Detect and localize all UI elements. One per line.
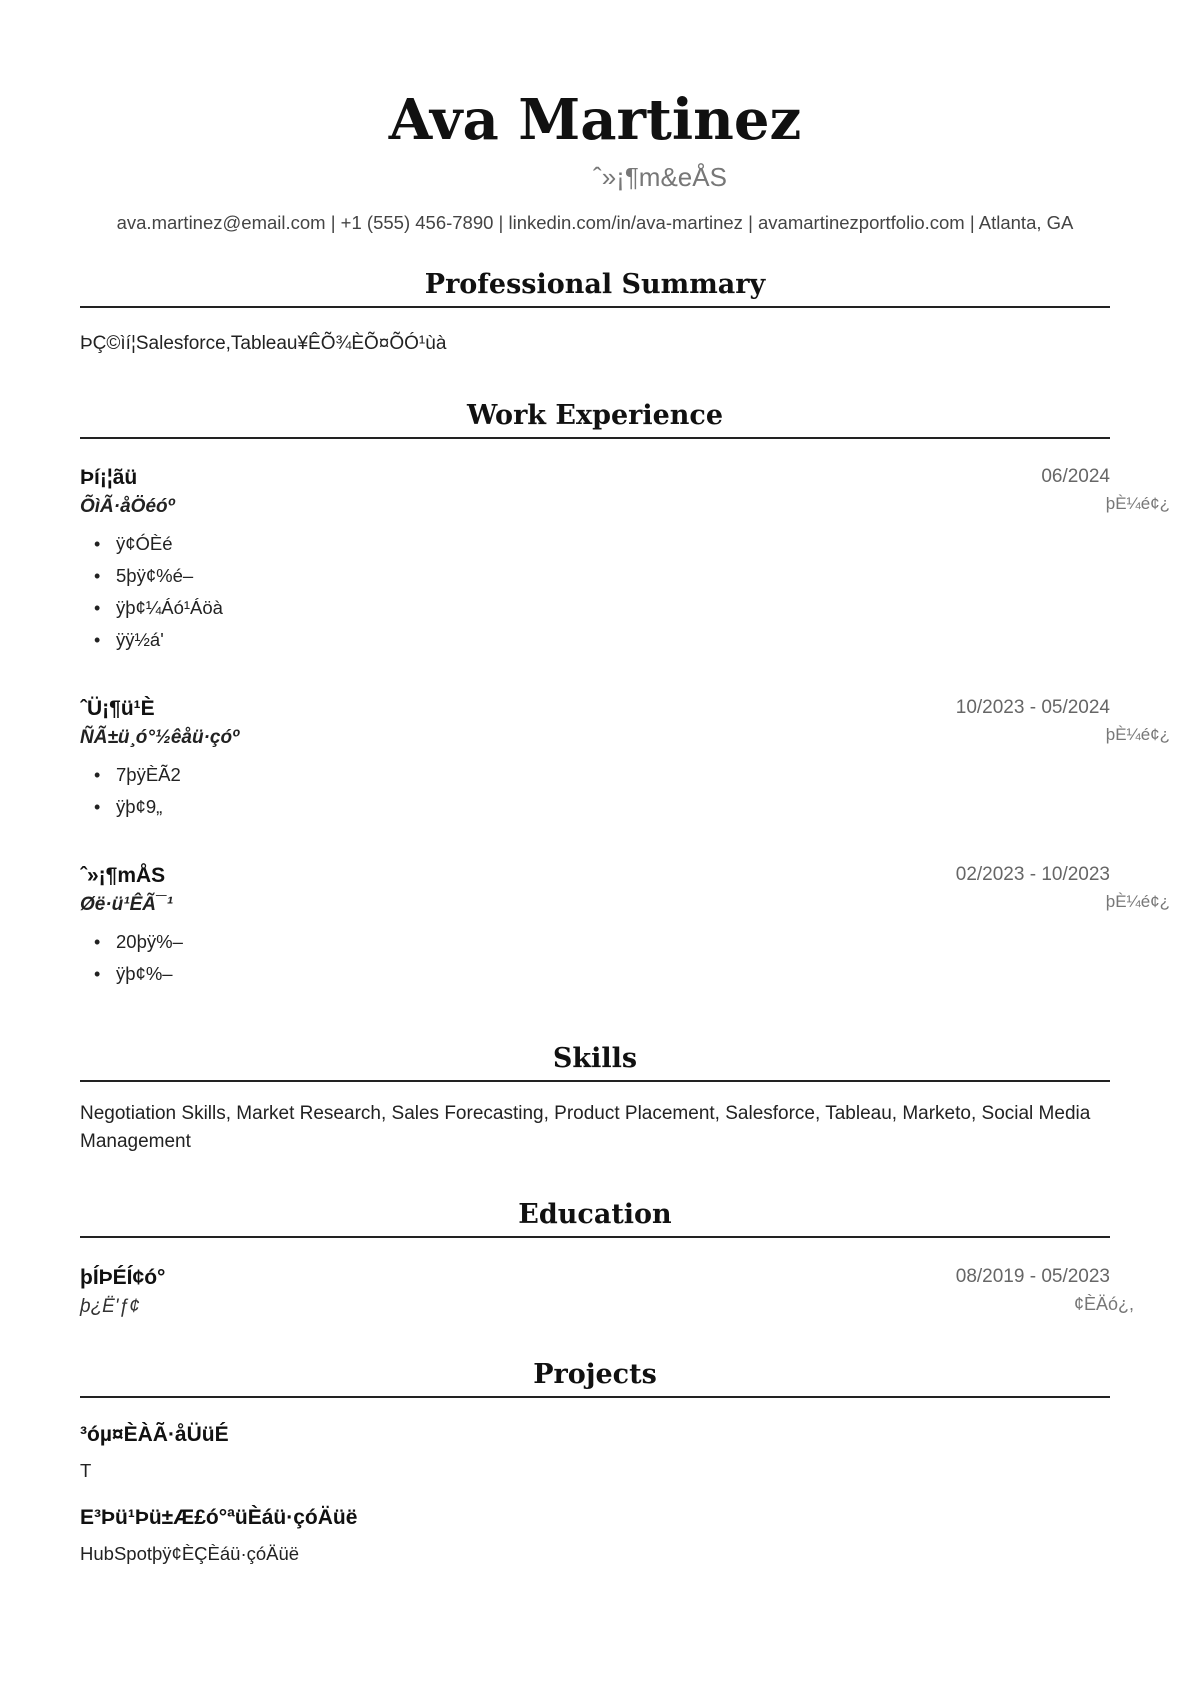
- summary-section: [80, 266, 1110, 308]
- degree-title: þÍÞÉÍ¢ó°: [80, 1266, 166, 1289]
- school-location: ¢ÈÄó¿,: [1073, 1294, 1134, 1314]
- section-divider: [80, 1080, 1110, 1082]
- skills-section: [80, 1040, 1110, 1082]
- experience-entry: [80, 862, 1170, 990]
- section-divider: [80, 1396, 1110, 1398]
- contact-line: ava.martinez@email.com | +1 (555) 456-7890 | linkedin.com/in/ava-martinez | avamartinezportfolio.com | Atlanta, GA: [116, 212, 1074, 233]
- bullet-icon: •: [94, 534, 101, 554]
- candidate-tagline: ˆ»¡¶m&eÅS: [593, 162, 727, 192]
- job-location: þÈ¼é¢¿: [1105, 892, 1170, 911]
- bullet-text: ÿþ¢¼Áó¹Áöà: [116, 597, 223, 618]
- skills-text: Negotiation Skills, Market Research, Sales Forecasting, Product Placement, Salesforce, Tableau, Marketo, Social Media Management: [80, 1103, 1091, 1152]
- project-title: ³óµ¤ÈÀÃ·åÜüÉ: [80, 1423, 229, 1446]
- bullet-text: ÿþ¢%–: [116, 963, 173, 984]
- experience-section: [80, 397, 1110, 439]
- projects-section: [80, 1356, 1110, 1398]
- experience-heading: Work Experience: [466, 400, 724, 431]
- job-date: 10/2023 - 05/2024: [955, 697, 1110, 718]
- summary-text: ÞÇ©ìí¦Salesforce,Tableau¥ÊÕ¾ÈÕ¤ÕÓ¹ùà: [80, 333, 447, 354]
- list-item: [94, 560, 1110, 592]
- list-item: [94, 958, 1110, 990]
- bullet-icon: •: [94, 765, 101, 785]
- project-title: E³Þü¹Þü±Æ£ó°ªüÈáü·çóÄüë: [80, 1506, 358, 1529]
- list-item: [94, 592, 1110, 624]
- section-divider: [80, 306, 1110, 308]
- list-item: [94, 791, 1110, 823]
- project-entry: [80, 1503, 1110, 1569]
- list-item: [94, 528, 1110, 560]
- education-section: [80, 1196, 1110, 1238]
- job-company: Øë·ü¹ÊÃ¯¹: [80, 894, 173, 915]
- experience-entry: [80, 695, 1170, 823]
- skills-heading: Skills: [552, 1043, 638, 1074]
- job-company: ÕìÃ·åÖéóº: [80, 496, 175, 517]
- section-divider: [80, 1236, 1110, 1238]
- bullet-text: ÿ¢ÓÈé: [116, 533, 173, 554]
- bullet-icon: •: [94, 932, 101, 952]
- bullet-icon: •: [94, 598, 101, 618]
- bullet-icon: •: [94, 964, 101, 984]
- school-name: þ¿Ë'ƒ¢: [80, 1296, 140, 1317]
- summary-heading: Professional Summary: [424, 269, 766, 300]
- project-entry: [80, 1420, 1110, 1486]
- job-title: ˆÜ¡¶ü¹È: [80, 697, 155, 720]
- job-date: 06/2024: [1041, 466, 1110, 487]
- job-bullets: [80, 528, 1110, 656]
- job-title: Þí¡¦ãü: [80, 466, 138, 489]
- section-divider: [80, 437, 1110, 439]
- list-item: [94, 759, 1110, 791]
- project-description: T: [80, 1460, 92, 1481]
- job-date: 02/2023 - 10/2023: [955, 864, 1110, 885]
- job-title: ˆ»¡¶mÅS: [80, 864, 166, 887]
- job-bullets: [80, 926, 1110, 990]
- list-item: [94, 926, 1110, 958]
- bullet-icon: •: [94, 566, 101, 586]
- bullet-text: 5þÿ¢%é–: [116, 565, 194, 586]
- bullet-text: 20þÿ%–: [116, 931, 183, 952]
- bullet-text: ÿÿ½á': [116, 629, 164, 650]
- projects-heading: Projects: [533, 1359, 657, 1390]
- job-company: ÑÃ±ü¸ó°½êåü·çóº: [80, 727, 240, 748]
- list-item: [94, 624, 1110, 656]
- education-heading: Education: [518, 1199, 672, 1230]
- bullet-icon: •: [94, 630, 101, 650]
- resume-page: [80, 0, 1170, 1683]
- job-location: þÈ¼é¢¿: [1105, 494, 1170, 513]
- experience-entry: [80, 464, 1170, 656]
- bullet-text: 7þÿÈÃ2: [116, 764, 181, 785]
- bullet-text: ÿþ¢9„: [116, 796, 163, 817]
- job-bullets: [80, 759, 1110, 823]
- education-entry: [80, 1264, 1134, 1322]
- bullet-icon: •: [94, 797, 101, 817]
- project-description: HubSpotþÿ¢ÈÇÈáü·çóÄüë: [80, 1543, 300, 1564]
- job-location: þÈ¼é¢¿: [1105, 725, 1170, 744]
- candidate-name: Ava Martinez: [388, 87, 802, 153]
- education-date: 08/2019 - 05/2023: [955, 1266, 1110, 1287]
